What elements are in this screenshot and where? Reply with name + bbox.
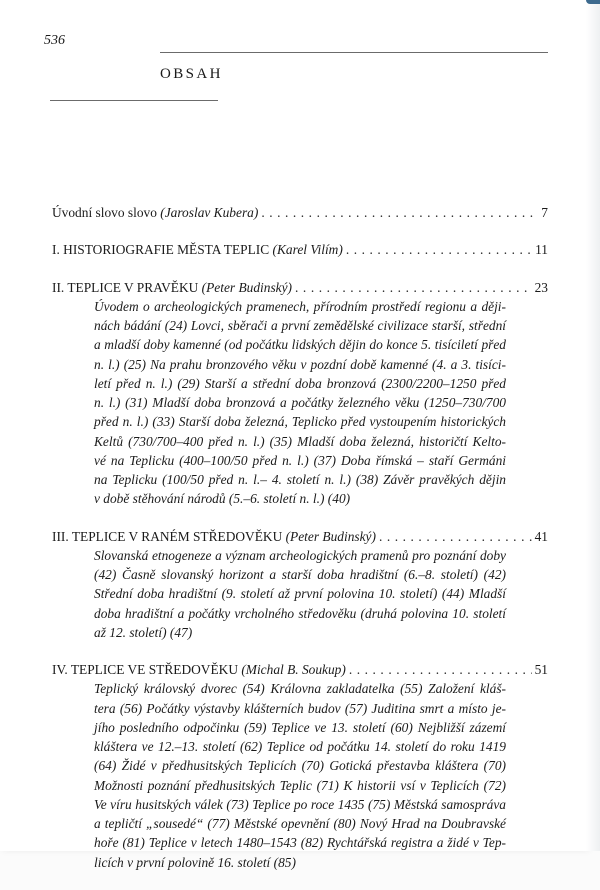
toc-entry-subsections: [94, 546, 506, 642]
title-rule: [50, 100, 218, 101]
subsection-line: v době stěhování národů (5.–6. století n. l.) (40): [94, 491, 351, 507]
toc-entry-author: (Karel Vilím): [272, 242, 343, 258]
subsection-line: a tepličtí „sousedé“ (77) Městské opevnění (80) Nový Hrad na Doubravské: [94, 816, 506, 832]
subsection-line: tera (56) Počátky výstavby klášterních budov (57) Juditina smrt a místo je-: [94, 700, 506, 716]
dot-leader: [261, 203, 538, 222]
subsection-line: Možnosti poznání předhusitských Teplic (71) K historii vsí v Teplicích (72): [94, 777, 506, 793]
subsection-line: jího posledního odpočinku (59) Teplice ve 13. století (60) Nejbližší zázemí: [94, 719, 506, 735]
toc-entry[interactable]: [52, 660, 548, 872]
toc-entry-title-group: [52, 527, 376, 546]
toc-entry-title: II. TEPLICE V PRAVĚKU: [52, 279, 202, 295]
toc-entry-heading[interactable]: [52, 527, 548, 546]
subsection-line: nách bádání (24) Lovci, sběrači a první zemědělské civilizace starší, střední: [94, 318, 506, 334]
toc-entry-page-number: 41: [534, 528, 548, 544]
toc-entry-page-number: 51: [534, 662, 548, 678]
page-number: 536: [44, 33, 65, 48]
toc-entry-heading[interactable]: [52, 660, 548, 679]
subsection-line: Keltů (730/700–400 před n. l.) (35) Mladší doba železná, historičtí Kelto-: [94, 433, 506, 449]
subsection-line: licích v první polovině 16. století (85): [94, 854, 296, 870]
dot-leader: [346, 240, 532, 259]
toc-entry-heading[interactable]: [52, 278, 548, 297]
header-rule: [160, 52, 548, 53]
subsection-line: na Teplicku (100/50 před n. l.– 4. století n. l.) (38) Závěr pravěkých dějin: [94, 472, 506, 488]
toc-entry-title: Úvodní slovo slovo: [52, 205, 161, 220]
subsection-line: Ve víru husitských válek (73) Teplice po roce 1435 (75) Městská samospráva: [94, 796, 506, 812]
toc-entry[interactable]: [52, 240, 548, 259]
toc-entry-heading[interactable]: [52, 240, 548, 259]
dot-leader: [349, 660, 532, 679]
toc-entry-page-number: 23: [534, 279, 548, 295]
toc-entry-title: III. TEPLICE V RANÉM STŘEDOVĚKU: [52, 528, 286, 544]
toc-entry-author: (Peter Budinský): [285, 528, 376, 544]
corner-mark: [586, 0, 600, 4]
toc-entry-title: I. HISTORIOGRAFIE MĚSTA TEPLIC: [52, 242, 273, 258]
subsection-line: Střední doba hradištní (9. století až první polovina 10. století) (44) Mladší: [94, 586, 506, 602]
page-title: OBSAH: [160, 66, 223, 82]
subsection-line: (64) Židé v předhusitských Teplicích (70) Gotická přestavba kláštera (70): [94, 758, 506, 774]
toc-entry[interactable]: [52, 278, 548, 509]
subsection-line: až 12. století) (47): [94, 624, 193, 640]
toc-entry-title-group: [52, 240, 343, 259]
toc-entry-title: IV. TEPLICE VE STŘEDOVĚKU: [52, 662, 242, 678]
subsection-line: n. l.) (31) Mladší doba bronzová a počátky železného věku (1250–730/700: [94, 395, 506, 411]
subsection-line: před n. l.) (33) Starší doba železná, Teplicko před vystoupením historických: [94, 414, 506, 430]
page-edge-shadow: [586, 0, 600, 851]
subsection-line: vé na Teplicku (400–100/50 před n. l.) (37) Doba římská – staří Germáni: [94, 452, 506, 468]
toc-entry-subsections: [94, 297, 506, 509]
subsection-line: Slovanská etnogeneze a význam archeologických pramenů pro poznání doby: [94, 547, 506, 563]
subsection-line: kláštera ve 12.–13. století (62) Teplice od počátku 14. století do roku 1419: [94, 739, 506, 755]
toc-entry-title-group: [52, 660, 346, 679]
toc-entry-author: (Jaroslav Kubera): [160, 205, 259, 220]
dot-leader: [295, 278, 532, 297]
subsection-line: letí před n. l.) (29) Starší a střední doba bronzová (2300/2200–1250 před: [94, 375, 506, 391]
dot-leader: [379, 527, 532, 546]
subsection-line: doba hradištní a počátky vrcholného středověku (druhá polovina 10. století: [94, 605, 506, 621]
toc-entry[interactable]: [52, 203, 548, 222]
toc-entry-title-group: [52, 278, 292, 297]
toc-entry[interactable]: [52, 527, 548, 643]
subsection-line: a mladší doby kamenné (od počátku lidských dějin do konce 5. tisíciletí před: [94, 337, 506, 353]
toc-entry-page-number: 7: [541, 205, 548, 220]
subsection-line: hoře (81) Teplice v letech 1480–1543 (82) Rychtářská registra a židé v Tep-: [94, 835, 506, 851]
subsection-line: n. l.) (25) Na prahu bronzového věku v pozdní době kamenné (4. a 3. tisíci-: [94, 356, 506, 372]
toc-entry-title-group: [52, 203, 258, 222]
subsection-line: (42) Časně slovanský horizont a starší doba hradištní (6.–8. století) (42): [94, 567, 506, 583]
subsection-line: Úvodem o archeologických pramenech, přírodním prostředí regionu a ději-: [94, 298, 506, 314]
toc-entry-author: (Michal B. Soukup): [241, 662, 346, 678]
toc-entry-heading[interactable]: [52, 203, 548, 222]
toc-entry-subsections: [94, 679, 506, 872]
toc-entry-author: (Peter Budinský): [201, 279, 293, 295]
subsection-line: Teplický královský dvorec (54) Královna zakladatelka (55) Založení kláš-: [94, 681, 506, 697]
toc-entry-page-number: 11: [535, 242, 548, 258]
table-of-contents: [52, 203, 548, 890]
